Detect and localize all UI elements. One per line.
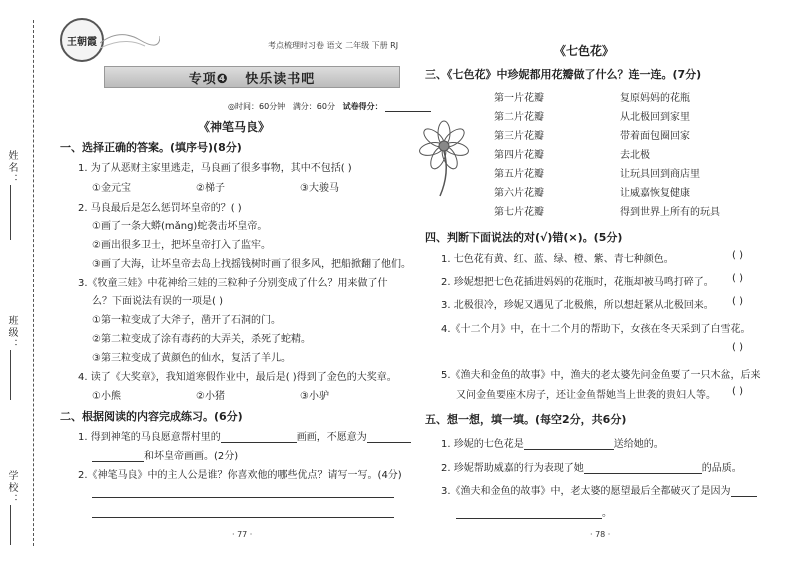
s5-q3-blank2[interactable] bbox=[456, 508, 602, 519]
left-story-title: 《神笔马良》 bbox=[198, 120, 271, 134]
s2-q1-line2 bbox=[92, 447, 238, 462]
use-list bbox=[620, 89, 720, 222]
petal-list bbox=[494, 89, 544, 222]
use-item[interactable]: 去北极 bbox=[620, 150, 650, 161]
banner-tag: 专项❹ bbox=[188, 71, 229, 87]
use-item[interactable]: 复原妈妈的花瓶 bbox=[620, 93, 690, 104]
s5-q1-text2: 送给她的。 bbox=[613, 439, 664, 450]
use-item[interactable]: 带着面包圈回家 bbox=[620, 131, 690, 142]
petal-item[interactable]: 第四片花瓣 bbox=[494, 150, 544, 161]
ribbon-decoration bbox=[100, 28, 160, 58]
s1-q1-opt1: ①金元宝 bbox=[92, 183, 131, 194]
s2-q1-blank1[interactable] bbox=[221, 432, 297, 443]
use-item[interactable]: 得到世界上所有的玩具 bbox=[620, 207, 720, 218]
s4-item5-line1: 5.《渔夫和金鱼的故事》中，渔夫的老太婆先问金鱼要了一只木盆，后来 bbox=[441, 370, 761, 381]
s4-item2: 2. 珍妮想把七色花插进妈妈的花瓶时，花瓶却被马鸣打碎了。 bbox=[441, 277, 714, 288]
s2-q1-blank2[interactable] bbox=[367, 432, 411, 443]
s2-q1-blank3[interactable] bbox=[92, 451, 144, 462]
petal-item[interactable]: 第六片花瓣 bbox=[494, 188, 544, 199]
meta-row bbox=[228, 101, 431, 112]
s1-q3-line1: 3.《牧童三娃》中花神给三娃的三粒种子分别变成了什么？用来做了什 bbox=[78, 278, 388, 289]
left-page-number: · 77 · bbox=[232, 530, 253, 539]
s2-q1-line1 bbox=[78, 428, 411, 443]
s4-mark4[interactable]: ( ) bbox=[732, 342, 743, 353]
use-item[interactable]: 让威嘉恢复健康 bbox=[620, 188, 690, 199]
banner-title: 快乐读书吧 bbox=[245, 71, 316, 87]
s1-q1: 1. 为了从恶财主家里逃走，马良画了很多事物，其中不包括( ) bbox=[78, 163, 352, 174]
got-blank[interactable] bbox=[385, 101, 431, 112]
s4-item4: 4.《十二个月》中，在十二个月的帮助下，女孩在冬天采到了白雪花。 bbox=[441, 324, 751, 335]
petal-item[interactable]: 第七片花瓣 bbox=[494, 207, 544, 218]
s1-q2-opt1: ①画了一条大蟒(mǎng)蛇袭击坏皇帝。 bbox=[92, 221, 268, 232]
s1-q1-opt3: ③大骏马 bbox=[300, 183, 339, 194]
s4-mark1[interactable]: ( ) bbox=[732, 250, 743, 261]
school-label: 学校： bbox=[6, 470, 17, 506]
s5-q2 bbox=[441, 459, 742, 474]
s4-item3: 3. 北极很冷，珍妮又遇见了北极熊，所以想赶紧从北极回来。 bbox=[441, 300, 714, 311]
s2-q1-text2: 画画，不愿意为 bbox=[296, 432, 367, 443]
header-info: 考点梳理时习卷 语文 二年级 下册 RJ bbox=[268, 41, 399, 50]
s4-mark5[interactable]: ( ) bbox=[732, 386, 743, 397]
s5-q3-line1 bbox=[441, 482, 757, 497]
class-label: 班级： bbox=[6, 315, 17, 351]
section-banner bbox=[104, 66, 400, 88]
s4-mark3[interactable]: ( ) bbox=[732, 296, 743, 307]
got-label: 试卷得分： bbox=[342, 102, 383, 111]
right-page-number: · 78 · bbox=[590, 530, 611, 539]
s5-q1-blank[interactable] bbox=[524, 439, 614, 450]
section4-heading: 四、判断下面说法的对(√)错(×)。(5分) bbox=[425, 231, 623, 244]
section3-heading: 三、《七色花》中珍妮都用花瓣做了什么？连一连。(7分) bbox=[425, 68, 702, 81]
s5-q3-blank1[interactable] bbox=[731, 486, 757, 497]
name-label: 姓名： bbox=[6, 150, 17, 186]
s2-q1-text3: 和坏皇帝画画。(2分) bbox=[144, 451, 239, 462]
s5-q3-line2 bbox=[456, 504, 612, 519]
logo-badge bbox=[60, 18, 104, 62]
s2-answer-line2[interactable] bbox=[92, 517, 394, 518]
s1-q4-opt3: ③小驴 bbox=[300, 391, 329, 402]
use-item[interactable]: 从北极回到家里 bbox=[620, 112, 690, 123]
cut-line bbox=[33, 20, 34, 546]
s1-q4: 4. 读了《大奖章》，我知道寒假作业中，最后是( )得到了金色的大奖章。 bbox=[78, 372, 397, 383]
section2-heading: 二、根据阅读的内容完成练习。(6分) bbox=[60, 410, 243, 423]
s5-q2-blank[interactable] bbox=[584, 463, 702, 474]
s5-q2-text1: 2. 珍妮帮助威嘉的行为表现了她 bbox=[441, 463, 584, 474]
s1-q3-opt3: ③第三粒变成了黄颜色的仙水，复活了羊儿。 bbox=[92, 353, 291, 364]
s1-q2-opt2: ②画出很多卫士，把坏皇帝打入了监牢。 bbox=[92, 240, 271, 251]
s1-q3-opt1: ①第一粒变成了大斧子，凿开了石洞的门。 bbox=[92, 315, 281, 326]
s5-q1 bbox=[441, 435, 664, 450]
s1-q2-opt3: ③画了大海，让坏皇帝去岛上找摇钱树时画了很多风，把船掀翻了他们。 bbox=[92, 259, 411, 270]
s4-item1: 1. 七色花有黄、红、蓝、绿、橙、紫、青七种颜色。 bbox=[441, 254, 674, 265]
s1-q3-line2: 么？下面说法有误的一项是( ) bbox=[92, 296, 223, 307]
s2-q1-text1: 1. 得到神笔的马良愿意帮村里的 bbox=[78, 432, 221, 443]
s4-item5-line2: 又问金鱼要座木房子，还让金鱼帮她当上世袭的贵妇人等。 bbox=[456, 390, 716, 401]
petal-item[interactable]: 第五片花瓣 bbox=[494, 169, 544, 180]
s2-answer-line1[interactable] bbox=[92, 497, 394, 498]
logo-text: 王朝霞 bbox=[67, 36, 97, 48]
name-line bbox=[10, 185, 11, 240]
section5-heading: 五、想一想，填一填。(每空2分，共6分) bbox=[425, 413, 627, 426]
use-item[interactable]: 让玩具回到商店里 bbox=[620, 169, 700, 180]
s4-mark2[interactable]: ( ) bbox=[732, 273, 743, 284]
s1-q4-opt1: ①小熊 bbox=[92, 391, 121, 402]
right-story-title: 《七色花》 bbox=[554, 44, 615, 58]
section1-heading: 一、选择正确的答案。(填序号)(8分) bbox=[60, 141, 242, 154]
s1-q2: 2. 马良最后是怎么惩罚坏皇帝的？( ) bbox=[78, 203, 242, 214]
s5-q3-text2: 。 bbox=[602, 508, 612, 519]
petal-item[interactable]: 第三片花瓣 bbox=[494, 131, 544, 142]
binding-strip bbox=[0, 0, 40, 566]
s1-q4-opt2: ②小猪 bbox=[196, 391, 225, 402]
s5-q1-text1: 1. 珍妮的七色花是 bbox=[441, 439, 524, 450]
s1-q1-opt2: ②梯子 bbox=[196, 183, 225, 194]
flower-illustration bbox=[416, 118, 476, 198]
score-label: 满分：60分 bbox=[292, 102, 335, 111]
time-label: ◎时间：60分钟 bbox=[228, 102, 286, 111]
s1-q3-opt2: ②第二粒变成了涂有毒药的大弄关，杀死了蛇精。 bbox=[92, 334, 311, 345]
class-line bbox=[10, 350, 11, 400]
s5-q3-text1: 3.《渔夫和金鱼的故事》中，老太婆的愿望最后全都破灭了是因为 bbox=[441, 486, 731, 497]
s2-q2: 2.《神笔马良》中的主人公是谁？你喜欢他的哪些优点？请写一写。(4分) bbox=[78, 470, 402, 481]
school-line bbox=[10, 505, 11, 545]
petal-item[interactable]: 第二片花瓣 bbox=[494, 112, 544, 123]
petal-item[interactable]: 第一片花瓣 bbox=[494, 93, 544, 104]
s5-q2-text2: 的品质。 bbox=[701, 463, 742, 474]
